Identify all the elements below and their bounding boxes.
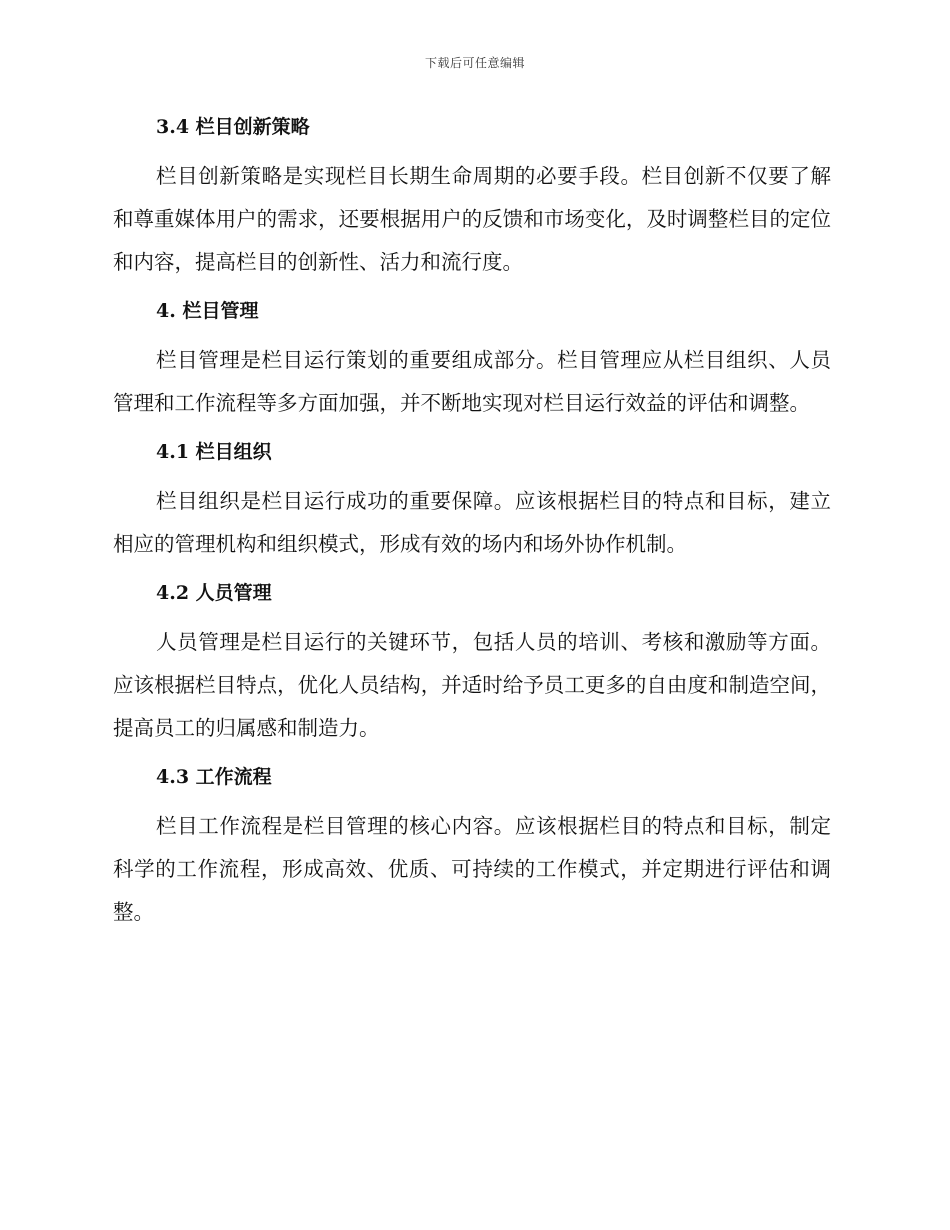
section-heading: 3.4 栏目创新策略 <box>156 116 310 138</box>
document-body <box>113 112 831 934</box>
section-paragraph: 栏目组织是栏目运行成功的重要保障。应该根据栏目的特点和目标，建立相应的管理机构和组织模式，形成有效的场内和场外协作机制。 <box>113 489 831 556</box>
section-heading: 4.1 栏目组织 <box>156 441 272 463</box>
section-4-3 <box>113 762 831 934</box>
section-4 <box>113 296 831 425</box>
section-paragraph: 栏目工作流程是栏目管理的核心内容。应该根据栏目的特点和目标，制定科学的工作流程，形成高效、优质、可持续的工作模式，并定期进行评估和调整。 <box>113 814 831 924</box>
section-heading: 4. 栏目管理 <box>156 300 259 322</box>
section-heading: 4.2 人员管理 <box>156 582 272 604</box>
section-4-2 <box>113 578 831 750</box>
section-paragraph: 人员管理是栏目运行的关键环节，包括人员的培训、考核和激励等方面。应该根据栏目特点，优化人员结构，并适时给予员工更多的自由度和制造空间，提高员工的归属感和制造力。 <box>113 630 831 740</box>
page-header: 下载后可任意编辑 <box>424 56 525 70</box>
section-heading: 4.3 工作流程 <box>156 766 272 788</box>
section-3-4 <box>113 112 831 284</box>
section-paragraph: 栏目创新策略是实现栏目长期生命周期的必要手段。栏目创新不仅要了解和尊重媒体用户的需求，还要根据用户的反馈和市场变化，及时调整栏目的定位和内容，提高栏目的创新性、活力和流行度。 <box>113 164 831 274</box>
section-paragraph: 栏目管理是栏目运行策划的重要组成部分。栏目管理应从栏目组织、人员管理和工作流程等多方面加强，并不断地实现对栏目运行效益的评估和调整。 <box>113 348 831 415</box>
section-4-1 <box>113 437 831 566</box>
